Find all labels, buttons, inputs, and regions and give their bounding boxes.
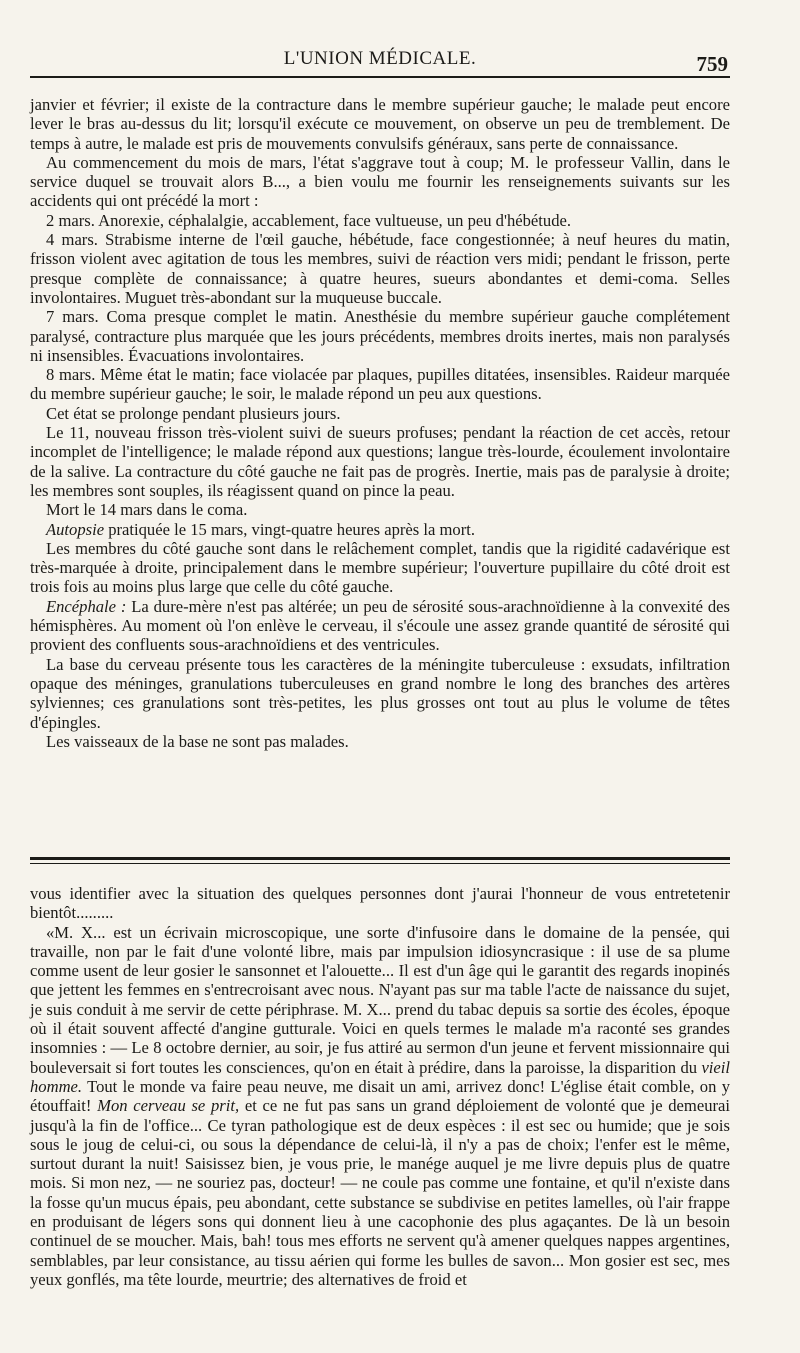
paragraph-history: janvier et février; il existe de la contracture dans le membre supérieur gauche; le malade peut encore lever le bras au-dessus du lit; lorsqu'il exécute ce mouvement, on observe un peu de tremblement. De temps à autre, le malade est pris de mouvements convulsifs généraux, sans perte de connaissance. [30, 95, 730, 153]
encephalon-label: Encéphale : [46, 596, 127, 616]
paragraph-march-4: 4 mars. Strabisme interne de l'œil gauche, hébétude, face congestionnée; à neuf heures du matin, frisson violent avec agitation de tous les membres, suivi de réaction vers midi; pendant le frisson, perte presque complète de connaissance; à quatre heures, sueurs abondantes et demi-coma. Selles involontaires. Muguet très-abondant sur la muqueuse buccale. [30, 230, 730, 307]
autopsy-label: Autopsie [46, 519, 105, 539]
story-part-2: Tout le monde va faire peau neuve, me disait un ami, arrivez donc! L'église était comble, on y étouffait! [30, 1076, 730, 1116]
feuilleton-rule-thin [30, 863, 730, 864]
story-italic-1: vieil homme. [30, 1057, 730, 1096]
paragraph-limbs: Les membres du côté gauche sont dans le relâchement complet, tandis que la rigidité cadavérique est très-marquée à droite, principalement dans le membre supérieur; l'ouverture pupillaire du côté droit est trois fois au moins plus large que celle du côté gauche. [30, 538, 730, 597]
running-title: L'UNION MÉDICALE. [283, 48, 477, 69]
feuilleton-rule-thick [30, 857, 730, 860]
story-italic-2: Mon cerveau se prit, [97, 1096, 240, 1116]
paragraph-death: Mort le 14 mars dans le coma. [46, 500, 248, 520]
story-part-1: «M. X... est un écrivain microscopique, une sorte d'infusoire dans le domaine de la pensée, qui travaille, non par le fait d'une volonté libre, mais par impulsion idiosyncrasique : il use de sa plume comme usent de leur gosier le sansonnet et l'alouette... Il est d'un âge qui le garantit des regards inopinés que jettent les femmes en s'entrecroisant avec nous. N'ayant pas sur ma table l'acte de naissance du sujet, je suis conduit à me servir de cette périphrase. M. X... prend du tabac depuis sa sortie des écoles, époque où il était souvent affecté d'angine gutturale. Voici en quels termes le malade m'a raconté ses grandes insomnies : — Le 8 octobre dernier, au soir, je fus attiré au sermon d'un jeune et fervent missionnaire qui bouleversait si fort toutes les consciences, qu'on en était à prédire, dans la paroisse, la disparition du [30, 922, 730, 1077]
paragraph-autopsy [30, 520, 730, 539]
paragraph-march-onset: Au commencement du mois de mars, l'état s'aggrave tout à coup; M. le professeur Vallin, dans le service duquel se trouvait alors B..., a bien voulu me fournir les renseignements suivants sur les accidents qui ont précédé la mort : [30, 152, 730, 211]
page-header [30, 42, 730, 78]
paragraph-encephalon [30, 597, 730, 655]
feuilleton-intro: vous identifier avec la situation des quelques personnes dont j'aurai l'honneur de vous entretetenir bientôt......... [30, 884, 730, 923]
encephalon-text: La dure-mère n'est pas altérée; un peu de sérosité sous-arachnoïdienne à la convexité des hémisphères. Au moment où l'on enlève le cerveau, il s'écoule une assez grande quantité de sérosité qui provient des confluents sous-arachnoïdiens et des ventricules. [30, 596, 730, 655]
paragraph-march-8: 8 mars. Même état le matin; face violacée par plaques, pupilles ditatées, insensibles. Raideur marquée du membre supérieur gauche; le soir, le malade répond un peu aux questions. [30, 365, 730, 404]
paragraph-vessels: Les vaisseaux de la base ne sont pas malades. [46, 731, 349, 751]
page-number: 759 [696, 52, 728, 76]
feuilleton-story [30, 923, 730, 1290]
paragraph-several-days: Cet état se prolonge pendant plusieurs jours. [46, 403, 341, 423]
header-rule [30, 76, 730, 78]
paragraph-march-11: Le 11, nouveau frisson très-violent suivi de sueurs profuses; pendant la réaction de cet accès, retour incomplet de l'intelligence; le malade répond aux questions; langue très-lourde, écoulement involontaire de la salive. La contracture du côté gauche ne fait pas de progrès. Inertie, mais pas de paralysie à droite; les membres sont souples, ils réagissent quand on pince la peau. [30, 423, 730, 500]
case-report-section [30, 95, 730, 751]
paragraph-march-2: 2 mars. Anorexie, céphalalgie, accablement, face vultueuse, un peu d'hébétude. [46, 210, 572, 230]
paragraph-brain-base: La base du cerveau présente tous les caractères de la méningite tuberculeuse : exsudats, infiltration opaque des méninges, granulations tuberculeuses en grand nombre le long des branches des artères sylviennes; ces granulations sont très-petites, les plus grosses ont tout au plus le volume de têtes d'épingles. [30, 654, 730, 732]
autopsy-text: pratiquée le 15 mars, vingt-quatre heures après la mort. [104, 519, 475, 539]
story-part-3: et ce ne fut pas sans un grand déploiement de volonté que je demeurai jusqu'à la fin de l'office... Ce tyran pathologique est de deux espèces : il est sec ou humide; que je sois sous le joug de celui-ci, ou sous la dépendance de celui-là, il n'y a pas de choix; l'enfer est le même, surtout durant la nuit! Saisissez bien, je vous prie, le manége auquel je me livre depuis plus de quatre mois. Si mon nez, — ne souriez pas, docteur! — ne coule pas comme une fontaine, et qu'il n'existe dans la fosse qu'un mucus épais, peu abondant, cette substance se subdivise en petites lamelles, où l'air frappe en produisant de légers sons qui donnent lieu à une cacophonie des plus agaçantes. De là un besoin continuel de se moucher. Mais, bah! tous mes efforts ne servent qu'à amener quelques nappes argentines, semblables, par leur consistance, au tissu aérien qui forme les bulles de savon... Mon gosier est sec, mes yeux gonflés, ma tête lourde, meurtrie; des alternatives de froid et [30, 1096, 730, 1289]
paragraph-march-7: 7 mars. Coma presque complet le matin. Anesthésie du membre supérieur gauche complétement paralysé, contracture plus marquée que les jours précédents, membres droits inertes, mais non paralysés ni insensibles. Évacuations involontaires. [30, 307, 730, 365]
feuilleton-section [30, 884, 730, 1289]
